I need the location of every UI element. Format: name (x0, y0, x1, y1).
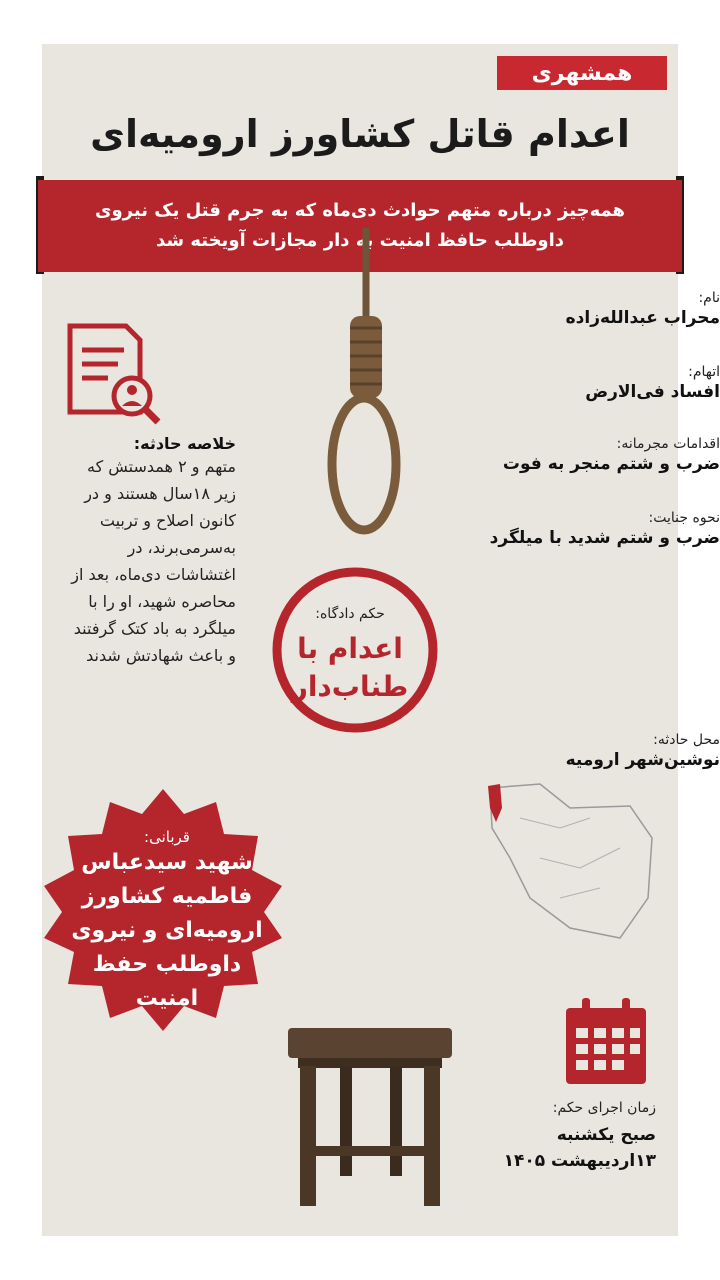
logo: همشهری (497, 56, 667, 90)
subtitle: همه‌چیز درباره متهم حوادث دی‌ماه که به جرم قتل یک نیروی داوطلب حافظ امنیت به دار مجازات آویخته شد (94, 200, 626, 251)
fact-value: نوشین‌شهر ارومیه (565, 750, 720, 770)
iran-map-icon (480, 778, 660, 948)
fact-name (480, 290, 720, 328)
noose-icon (318, 228, 408, 538)
fact-value: افساد فی‌الارض (585, 382, 720, 402)
victim-text (62, 828, 272, 1016)
verdict-value: اعدام با طناب‌دار (291, 632, 409, 703)
fact-method (480, 510, 720, 548)
fact-value: ضرب و شتم منجر به فوت (502, 454, 720, 474)
page-title: اعدام قاتل کشاورز ارومیه‌ای (90, 112, 630, 156)
fact-label: محل حادثه: (653, 732, 720, 748)
execution-time-value: صبح یکشنبه ۱۳اردیبهشت ۱۴۰۵ (503, 1125, 656, 1171)
fact-label: نحوه جنایت: (648, 510, 720, 526)
fact-charge (480, 364, 720, 402)
summary-text: متهم و ۲ همدستش که زیر ۱۸سال هستند و در کانون اصلاح و تربیت به‌سرمی‌برند، در اغتشاشات دی‌ماه، بعد از محاصره شهید، او را با میلگرد به باد کتک گرفتند و باعث شهادتش شدند (71, 457, 236, 665)
fact-label: اتهام: (688, 364, 720, 380)
fact-location (480, 732, 720, 770)
fact-label: نام: (698, 290, 720, 306)
fact-label: اقدامات مجرمانه: (616, 436, 720, 452)
victim-value: شهید سیدعباس فاطمیه کشاورز ارومیه‌ای و نیروی داوطلب حفظ امنیت (71, 850, 263, 1011)
document-search-icon (60, 320, 170, 430)
verdict-label: حکم دادگاه: (315, 606, 385, 622)
summary (66, 434, 236, 669)
calendar-icon (562, 996, 650, 1088)
stool-icon (280, 1020, 460, 1210)
summary-label: خلاصه حادثه: (133, 434, 236, 453)
fact-value: ضرب و شتم شدید با میلگرد (489, 528, 720, 548)
fact-value: محراب عبدالله‌زاده (565, 308, 720, 328)
execution-time-label: زمان اجرای حکم: (552, 1100, 656, 1116)
fact-criminal-acts (480, 436, 720, 474)
victim-label: قربانی: (144, 828, 190, 846)
